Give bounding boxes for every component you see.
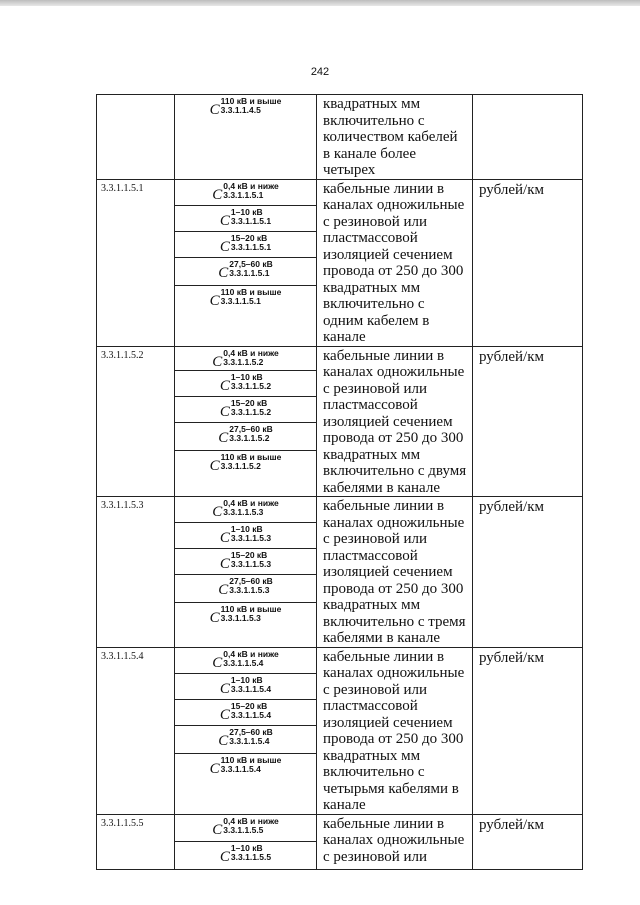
symbol-column — [175, 95, 317, 180]
symbol-indices — [221, 756, 282, 774]
symbol-indices — [223, 650, 279, 668]
table-row — [97, 95, 583, 180]
symbol-indices — [223, 182, 279, 200]
symbol-subscript: 3.3.1.1.5.3 — [229, 585, 270, 595]
symbol-subscript: 3.3.1.1.5.5 — [230, 851, 272, 862]
symbol-subscript: 3.3.1.1.5.4 — [223, 657, 264, 668]
symbol-letter: C — [218, 429, 229, 446]
rate-symbol — [175, 451, 316, 491]
symbol-indices — [231, 208, 271, 226]
symbol-letter: C — [218, 264, 229, 281]
rate-symbol — [175, 423, 316, 451]
row-code: 3.3.1.1.5.4 — [97, 647, 175, 814]
rate-symbol — [175, 523, 316, 549]
row-code: 3.3.1.1.5.2 — [97, 346, 175, 497]
row-description: кабельные линии в каналах одножильные с резиновой или пластмассовой изоляцией сечением провода от 250 до 300 квадратных мм включительно с четырьмя кабелями в канале — [317, 647, 473, 814]
rate-symbol — [175, 648, 316, 674]
table-row — [97, 647, 583, 814]
symbol-superscript: 27,5–60 кВ — [229, 258, 273, 269]
symbol-subscript: 3.3.1.1.5.2 — [230, 406, 272, 417]
symbol-letter: C — [219, 212, 230, 229]
row-unit: рублей/км — [473, 814, 583, 869]
symbol-column — [175, 179, 317, 346]
symbol-superscript: 15–20 кВ — [230, 550, 268, 560]
symbol-letter: C — [219, 377, 230, 394]
symbol-superscript: 15–20 кВ — [230, 232, 268, 243]
row-description: кабельные линии в каналах одножильные с резиновой или пластмассовой изоляцией сечением провода от 250 до 300 квадратных мм включительно с двумя кабелями в канале — [317, 346, 473, 497]
rate-symbol — [175, 180, 316, 206]
symbol-subscript: 3.3.1.1.5.4 — [230, 683, 272, 694]
row-code: 3.3.1.1.5.3 — [97, 497, 175, 648]
table-row — [97, 179, 583, 346]
symbol-letter: C — [219, 680, 230, 697]
symbol-subscript: 3.3.1.1.5.2 — [229, 432, 270, 443]
symbol-letter: C — [212, 504, 223, 520]
table-row — [97, 814, 583, 869]
symbol-letter: C — [212, 186, 223, 203]
symbol-indices — [229, 260, 272, 278]
symbol-column — [175, 814, 317, 869]
rate-symbol — [175, 286, 316, 328]
row-description: кабельные линии в каналах одножильные с резиновой или пластмассовой изоляцией сечением провода от 250 до 300 квадратных мм включительно с тремя кабелями в канале — [317, 497, 473, 648]
symbol-letter: C — [219, 556, 230, 572]
symbol-indices — [221, 288, 282, 306]
symbol-letter: C — [218, 732, 229, 749]
symbol-column — [175, 497, 317, 648]
symbol-subscript: 3.3.1.1.5.1 — [230, 241, 272, 252]
symbol-letter: C — [212, 353, 223, 370]
symbol-superscript: 15–20 кВ — [230, 700, 268, 711]
symbol-superscript: 1–10 кВ — [230, 674, 263, 685]
symbol-indices — [231, 399, 271, 417]
symbol-superscript: 0,4 кВ и ниже — [223, 347, 279, 358]
rate-symbol — [175, 575, 316, 603]
symbol-indices — [231, 525, 271, 543]
rate-symbol — [175, 603, 316, 643]
symbol-indices — [231, 551, 271, 569]
symbol-superscript: 1–10 кВ — [230, 206, 263, 217]
symbol-subscript: 3.3.1.1.5.4 — [229, 735, 270, 746]
symbol-indices — [231, 373, 271, 391]
symbol-subscript: 3.3.1.1.5.4 — [230, 709, 272, 720]
table-body — [97, 95, 583, 870]
row-code — [97, 95, 175, 180]
table-row — [97, 346, 583, 497]
symbol-subscript: 3.3.1.1.5.2 — [230, 380, 272, 391]
symbol-subscript: 3.3.1.1.5.1 — [230, 215, 272, 226]
symbol-indices — [229, 728, 272, 746]
symbol-superscript: 1–10 кВ — [230, 842, 263, 853]
symbol-superscript: 0,4 кВ и ниже — [223, 498, 279, 508]
symbol-letter: C — [209, 610, 220, 626]
rate-symbol — [175, 258, 316, 286]
symbol-column — [175, 647, 317, 814]
symbol-superscript: 0,4 кВ и ниже — [223, 180, 279, 191]
symbol-subscript: 3.3.1.1.5.1 — [220, 295, 261, 306]
row-unit: рублей/км — [473, 179, 583, 346]
row-code: 3.3.1.1.5.5 — [97, 814, 175, 869]
symbol-indices — [223, 349, 279, 367]
symbol-superscript: 1–10 кВ — [230, 371, 263, 382]
page-number: 242 — [310, 66, 330, 78]
symbol-subscript: 3.3.1.1.4.5 — [220, 105, 261, 115]
rate-symbol — [175, 726, 316, 754]
row-description: кабельные линии в каналах одножильные с резиновой или пластмассовой изоляцией сечением провода от 250 до 300 квадратных мм включительно с одним кабелем в канале — [317, 179, 473, 346]
symbol-subscript: 3.3.1.1.5.3 — [223, 507, 264, 517]
rate-symbol — [175, 232, 316, 258]
symbol-subscript: 3.3.1.1.5.3 — [230, 559, 272, 569]
symbol-subscript: 3.3.1.1.5.5 — [223, 824, 264, 835]
symbol-superscript: 110 кВ и выше — [220, 604, 282, 614]
rate-symbol — [175, 815, 316, 842]
row-unit: рублей/км — [473, 346, 583, 497]
symbol-indices — [231, 676, 271, 694]
table-row — [97, 497, 583, 648]
symbol-subscript: 3.3.1.1.5.1 — [229, 267, 270, 278]
rate-symbol — [175, 397, 316, 423]
rate-symbol — [175, 842, 316, 869]
row-unit: рублей/км — [473, 497, 583, 648]
rate-symbol — [175, 95, 316, 159]
row-code: 3.3.1.1.5.1 — [97, 179, 175, 346]
symbol-indices — [221, 605, 282, 623]
symbol-superscript: 0,4 кВ и ниже — [223, 815, 279, 826]
symbol-subscript: 3.3.1.1.5.4 — [220, 763, 261, 774]
symbol-indices — [223, 817, 279, 835]
symbol-letter: C — [209, 292, 220, 309]
symbol-letter: C — [219, 848, 230, 865]
rate-symbol — [175, 371, 316, 397]
row-description: кабельные линии в каналах одножильные с резиновой или — [317, 814, 473, 869]
symbol-letter: C — [209, 457, 220, 474]
rate-symbol — [175, 206, 316, 232]
symbol-superscript: 27,5–60 кВ — [229, 726, 273, 737]
symbol-superscript: 110 кВ и выше — [220, 286, 282, 297]
symbol-superscript: 0,4 кВ и ниже — [223, 648, 279, 659]
rate-symbol — [175, 549, 316, 575]
symbol-indices — [221, 97, 282, 115]
row-description: квадратных мм включительно с количеством кабелей в канале более четырех — [317, 95, 473, 180]
symbol-letter: C — [219, 530, 230, 546]
symbol-indices — [221, 453, 282, 471]
symbol-letter: C — [209, 102, 220, 118]
symbol-column — [175, 346, 317, 497]
rate-symbol — [175, 700, 316, 726]
symbol-letter: C — [219, 403, 230, 420]
symbol-superscript: 15–20 кВ — [230, 397, 268, 408]
tariff-table — [96, 94, 583, 870]
row-unit — [473, 95, 583, 180]
rate-symbol — [175, 674, 316, 700]
symbol-indices — [231, 702, 271, 720]
symbol-letter: C — [219, 706, 230, 723]
top-scan-edge — [0, 0, 640, 6]
rate-symbol — [175, 754, 316, 810]
symbol-superscript: 27,5–60 кВ — [229, 576, 273, 586]
symbol-superscript: 110 кВ и выше — [220, 754, 282, 765]
symbol-superscript: 110 кВ и выше — [220, 451, 282, 462]
symbol-subscript: 3.3.1.1.5.2 — [223, 356, 264, 367]
rate-symbol — [175, 347, 316, 371]
symbol-indices — [229, 425, 272, 443]
symbol-subscript: 3.3.1.1.5.1 — [223, 189, 264, 200]
symbol-subscript: 3.3.1.1.5.2 — [220, 460, 261, 471]
symbol-indices — [229, 577, 272, 595]
symbol-indices — [223, 499, 279, 517]
symbol-letter: C — [209, 760, 220, 777]
symbol-letter: C — [212, 654, 223, 671]
symbol-letter: C — [212, 821, 223, 838]
row-unit: рублей/км — [473, 647, 583, 814]
symbol-letter: C — [219, 238, 230, 255]
symbol-subscript: 3.3.1.1.5.3 — [220, 613, 261, 623]
symbol-indices — [231, 844, 271, 862]
symbol-superscript: 1–10 кВ — [230, 524, 263, 534]
symbol-letter: C — [218, 582, 229, 598]
symbol-superscript: 110 кВ и выше — [220, 96, 282, 106]
symbol-subscript: 3.3.1.1.5.3 — [230, 533, 272, 543]
rate-symbol — [175, 497, 316, 523]
symbol-indices — [231, 234, 271, 252]
symbol-superscript: 27,5–60 кВ — [229, 423, 273, 434]
